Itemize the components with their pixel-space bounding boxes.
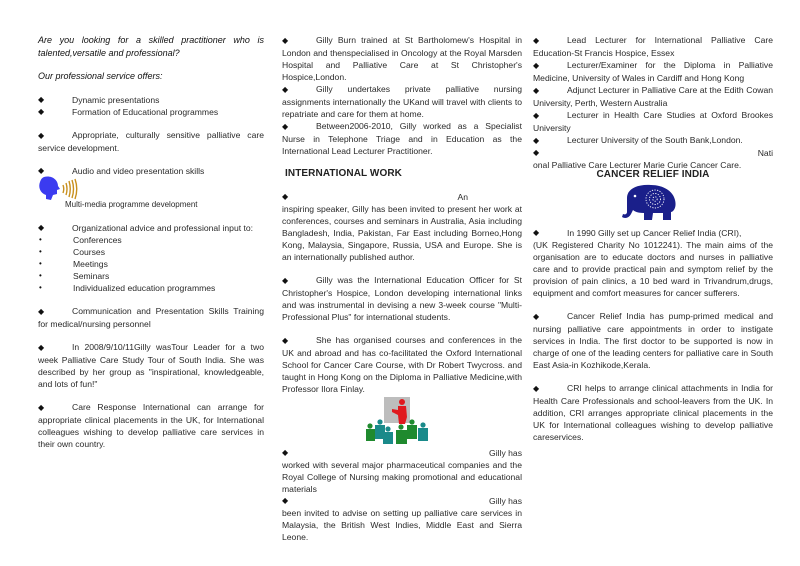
bullet-icon: ◆: [38, 402, 45, 412]
role-item: ◆ Lecturer University of the South Bank,London.: [533, 135, 743, 145]
advise-lead-line: ◆ Gilly has: [282, 496, 522, 506]
bullet-icon: ◆: [282, 336, 289, 345]
column-roles-cri: [533, 34, 773, 443]
role-item: ◆ Lecturer in Health Care Studies at Oxford Brookes University: [533, 110, 773, 133]
sub-list-item: • Individualized education programmes: [39, 282, 216, 293]
sub-list-item: • Seminars: [39, 270, 110, 281]
multimedia-graphic: [38, 177, 264, 199]
bio-paragraph: ◆ Between2006-2010, Gilly worked as a Specialist Nurse in Telephone Triage and in Education as the International Lead Lecturer Practitioner.: [282, 121, 522, 156]
list-item: ◆ Organizational advice and professional input to:: [38, 222, 254, 233]
education-officer-paragraph: ◆ Gilly was the International Education Officer for St Christopher's Hospice, London developing international links and was instrumental in devising a new 3-week course "Multi-Professional Plus" for international students.: [282, 275, 522, 322]
cri-attach-paragraph: ◆ CRI helps to arrange clinical attachments in India for Health Care Professionals and school-leavers from the UK. In addition, CRI arranges appropriate clinical placements in the UK for International colleagues wishing to develop palliative careservices.: [533, 383, 773, 442]
pharma-paragraph: worked with several major pharmaceutical companies and the Royal College of Nursing making promotional and educational materials: [282, 460, 522, 494]
bullet-icon: ◆: [282, 192, 289, 201]
bullet-icon: ◆: [282, 448, 289, 457]
cri-logo: [533, 181, 773, 221]
elephant-logo-icon: [617, 182, 681, 222]
offer-culturally: ◆ Appropriate, culturally sensitive palliative care service development.: [38, 129, 264, 153]
bullet-icon: ◆: [533, 384, 540, 393]
bullet-icon: ◆: [38, 130, 45, 140]
bullet-icon: ◆: [533, 36, 540, 45]
bullet-icon: ◆: [533, 111, 540, 120]
bullet-icon: ◆: [282, 122, 289, 131]
teaching-graphic: [282, 395, 522, 447]
tour-paragraph: ◆ In 2008/9/10/11Gilly wasTour Leader for a two week Palliative Care Study Tour of South India. She was described by her group as "inspirational, knowledgeable, and lots of fun!": [38, 341, 264, 389]
bullet-icon: ◆: [38, 222, 45, 232]
list-item: ◆ Audio and video presentation skills: [38, 165, 205, 176]
dot-icon: •: [39, 282, 42, 292]
bullet-icon: ◆: [38, 306, 45, 316]
marie-curie-role: onal Palliative Care Lecturer Marie Curie Cancer Care.: [533, 160, 742, 170]
bullet-icon: ◆: [533, 86, 540, 95]
speaker-lead-line: ◆ An: [282, 192, 468, 202]
dot-icon: •: [39, 246, 42, 256]
role-item: ◆ Lecturer/Examiner for the Diploma in Palliative Medicine, University of Wales in Cardiff and Hong Kong: [533, 60, 773, 83]
cri-pump-paragraph: ◆ Cancer Relief India has pump-primed medical and nursing palliative care appointments in order to instigate services in India. The first doctor to be supported is now in charge of one of the leading centers for palliative care in South East Asia-in Kozhikode,Kerala.: [533, 311, 773, 370]
bullet-icon: ◆: [533, 228, 540, 237]
bio-paragraph: ◆ Gilly undertakes private palliative nursing assignments internationally the UKand will travel with clients to repatriate and care for them at home.: [282, 84, 522, 119]
bio-paragraph: ◆ Gilly Burn trained at St Bartholomew's Hospital in London and thenspecialised in Oncology at the Royal Marsden Hospital and Palliative Care at St Christopher's Hospice,London.: [282, 35, 522, 82]
dot-icon: •: [39, 234, 42, 244]
role-item: ◆ Lead Lecturer for International Palliative Care Education-St Francis Hospice, Essex: [533, 35, 773, 58]
sub-list-item: • Meetings: [39, 258, 108, 269]
bullet-icon: ◆: [533, 148, 540, 157]
intro-question: Are you looking for a skilled practitioner who is talented,versatile and professional?: [38, 35, 264, 58]
cri-aims-paragraph: (UK Registered Charity No 1012241). The main aims of the organisation are to educate doctors and nurses in palliative care and to provide practical pain and symptom relief by the provision of pain clinics, a 10 bed ward in Trivandrum,drugs, equipment and comfort measures for cancer sufferers.: [533, 240, 773, 298]
offer-communication: ◆ Communication and Presentation Skills Training for medical/nursing personnel: [38, 305, 264, 329]
international-work-heading: INTERNATIONAL WORK: [285, 168, 402, 179]
cri-setup-line: ◆ In 1990 Gilly set up Cancer Relief India (CRI),: [533, 228, 742, 238]
advise-paragraph: been invited to advise on setting up palliative care services in Malaysia, the British West Indies, Middle East and Sierra Leone.: [282, 508, 522, 542]
courses-paragraph: ◆ She has organised courses and conferences in the UK and abroad and has co-facilitated the Oxford International School for Cancer Care Course, with Dr Robert Twycross. and taught in Hong Kong on the Diploma in Palliative Medicine,with Professor Ilora Finlay.: [282, 335, 522, 394]
bullet-icon: ◆: [38, 342, 45, 352]
sub-list-item: • Conferences: [39, 234, 122, 245]
role-item: ◆ Adjunct Lecturer in Palliative Care at the Edith Cowan University, Perth, Western Australia: [533, 85, 773, 108]
list-item: ◆ Formation of Educational programmes: [38, 106, 219, 117]
bullet-icon: ◆: [533, 61, 540, 70]
teacher-class-icon: [364, 397, 434, 447]
cancer-relief-india-heading: CANCER RELIEF INDIA: [596, 169, 710, 180]
list-item: ◆ Dynamic presentations: [38, 94, 160, 105]
bullet-icon: ◆: [38, 165, 45, 175]
speaker-paragraph: inspiring speaker, Gilly has been invited to present her work at conferences, courses and seminars in Australia, Asia including Bangladesh, India, Pakistan, Far East including Borneo,Hong Kong, Malaysia, Singapore, Russia, USA and Europe. She is an internationally published author.: [282, 204, 522, 262]
bullet-icon: ◆: [282, 276, 289, 285]
dot-icon: •: [39, 270, 42, 280]
bullet-icon: ◆: [533, 136, 540, 145]
dot-icon: •: [39, 258, 42, 268]
bullet-icon: ◆: [282, 36, 289, 45]
multimedia-caption: Multi-media programme development: [65, 199, 198, 209]
bullet-icon: ◆: [38, 94, 45, 104]
pharma-lead-line: ◆ Gilly has: [282, 448, 522, 458]
bullet-icon: ◆: [38, 106, 45, 116]
care-response-paragraph: ◆ Care Response International can arrange for appropriate clinical placements in the UK, for International colleagues wishing to develop palliative care services in their own country.: [38, 401, 264, 449]
sub-list-item: • Courses: [39, 246, 105, 257]
offers-heading: Our professional service offers:: [38, 71, 163, 81]
column-experience: [282, 34, 522, 543]
marie-curie-lead-line: ◆ Nati: [533, 148, 773, 158]
bullet-icon: ◆: [282, 496, 289, 505]
bullet-icon: ◆: [533, 312, 540, 321]
speaking-head-icon: [36, 175, 92, 203]
bullet-icon: ◆: [282, 85, 289, 94]
column-services: [38, 34, 264, 450]
